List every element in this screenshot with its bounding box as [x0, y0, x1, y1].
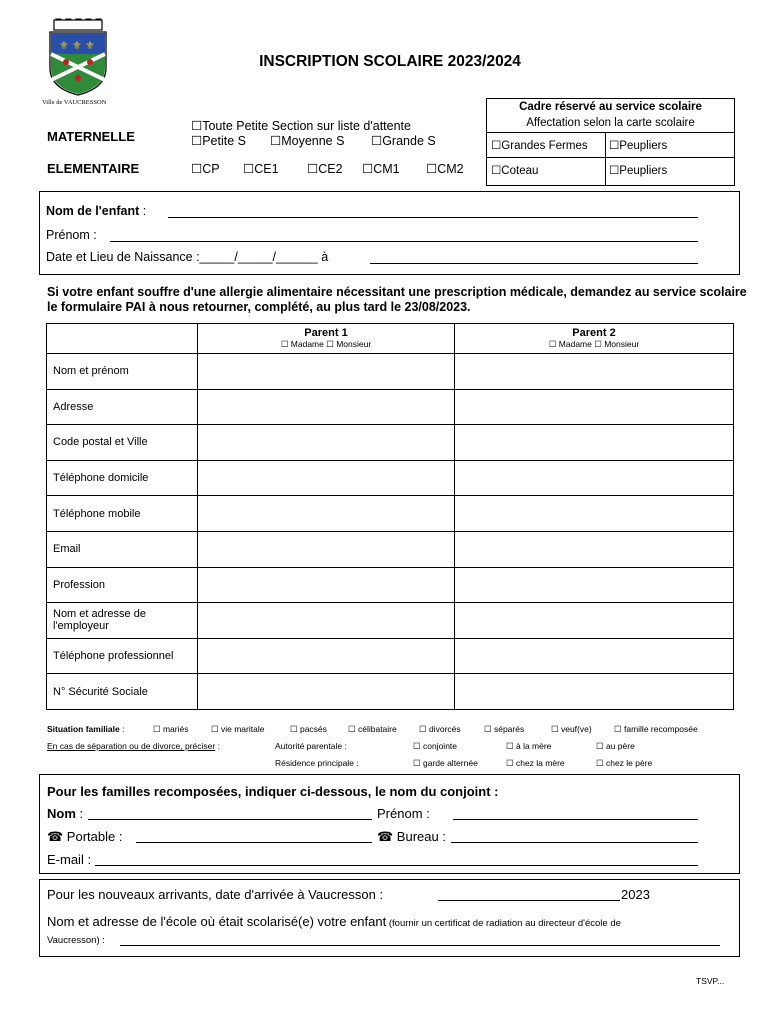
ecole-field[interactable] [120, 945, 720, 946]
conjoint-email-label: E-mail : [47, 852, 92, 867]
checkbox-toute-petite-section[interactable]: ☐Toute Petite Section sur liste d'attente [191, 119, 411, 133]
parent1-employeur-cell[interactable] [198, 603, 455, 639]
checkbox-chez-pere[interactable]: ☐ chez le père [596, 758, 653, 768]
checkbox-grande-section[interactable]: ☐Grande S [371, 134, 436, 148]
parent1-tel-pro-cell[interactable] [198, 638, 455, 674]
parent2-email-cell[interactable] [455, 531, 734, 567]
ecole-label: Nom et adresse de l'école où était scolarisé(e) votre enfant [47, 914, 387, 929]
prenom-field[interactable] [110, 241, 698, 242]
parent2-cp-cell[interactable] [455, 425, 734, 461]
page-title: INSCRIPTION SCOLAIRE 2023/2024 [259, 53, 521, 70]
ecole-note: (fournir un certificat de radiation au directeur d'école de [386, 918, 621, 929]
checkbox-garde-alternee[interactable]: ☐ garde alternée [413, 758, 478, 768]
checkbox-cm2[interactable]: ☐CM2 [426, 162, 464, 176]
row-label-cp-ville: Code postal et Ville [47, 425, 198, 461]
parent2-profession-cell[interactable] [455, 567, 734, 603]
parent2-tel-mobile-cell[interactable] [455, 496, 734, 532]
svg-text:⚜: ⚜ [85, 39, 95, 52]
checkbox-coteau[interactable]: ☐Coteau [491, 165, 539, 177]
row-label-secu: N° Sécurité Sociale [47, 674, 198, 710]
checkbox-moyenne-section[interactable]: ☐Moyenne S [270, 134, 345, 148]
separation-label: En cas de séparation ou de divorce, préciser [47, 741, 216, 751]
conjoint-email-field[interactable] [95, 865, 698, 866]
cadre-reserve-box [486, 98, 735, 186]
checkbox-chez-mere[interactable]: ☐ chez la mère [506, 758, 565, 768]
famille-recomposee-box: Pour les familles recomposées, indiquer ci-dessous, le nom du conjoint : Nom : Prénom : ☎ Portable : ☎ Bureau : E-mail : [39, 774, 740, 874]
parent1-header: Parent 1 ☐ Madame ☐ Monsieur [198, 324, 455, 354]
parent1-civility[interactable]: ☐ Madame ☐ Monsieur [280, 339, 372, 349]
autorite-label: Autorité parentale : [275, 741, 347, 751]
checkbox-autorite-mere[interactable]: ☐ à la mère [506, 741, 552, 751]
allergy-notice: Si votre enfant souffre d'une allergie alimentaire nécessitant une prescription médicale, demandez au service scolaire le formulaire PAI à nous retourner, complété, au plus tard le 23/08/2023. [47, 285, 747, 314]
checkbox-grandes-fermes[interactable]: ☐Grandes Fermes [491, 140, 588, 152]
checkbox-maries[interactable]: ☐ mariés [153, 724, 189, 734]
parent1-tel-domicile-cell[interactable] [198, 460, 455, 496]
conjoint-portable-label: ☎ Portable : [47, 829, 123, 844]
parent2-tel-pro-cell[interactable] [455, 638, 734, 674]
lieu-naissance-field[interactable] [370, 263, 698, 264]
date-arrivee-label: Pour les nouveaux arrivants, date d'arrivée à Vaucresson : [47, 887, 384, 902]
parent2-nom-cell[interactable] [455, 354, 734, 390]
checkbox-ce1[interactable]: ☐CE1 [243, 162, 279, 176]
checkbox-celibataire[interactable]: ☐ célibataire [348, 724, 397, 734]
checkbox-divorces[interactable]: ☐ divorcés [419, 724, 461, 734]
prenom-label: Prénom : [46, 228, 97, 242]
parent1-email-cell[interactable] [198, 531, 455, 567]
conjoint-portable-field[interactable] [136, 842, 372, 843]
parent2-header: Parent 2 ☐ Madame ☐ Monsieur [455, 324, 734, 354]
conjoint-nom-field[interactable] [88, 819, 372, 820]
checkbox-autorite-pere[interactable]: ☐ au père [596, 741, 635, 751]
tsvp-note: TSVP... [696, 976, 725, 986]
town-caption: Ville de VAUCRESSON [42, 99, 107, 106]
parent1-secu-cell[interactable] [198, 674, 455, 710]
parent2-adresse-cell[interactable] [455, 389, 734, 425]
checkbox-cm1[interactable]: ☐CM1 [362, 162, 400, 176]
row-label-nom: Nom et prénom [47, 354, 198, 390]
checkbox-veuf[interactable]: ☐ veuf(ve) [551, 724, 592, 734]
ecole-note-continued: Vaucresson) : [47, 935, 105, 946]
row-label-profession: Profession [47, 567, 198, 603]
checkbox-famille-recomposee[interactable]: ☐ famille recomposée [614, 724, 698, 734]
checkbox-peupliers-1[interactable]: ☐Peupliers [609, 140, 668, 152]
checkbox-ce2[interactable]: ☐CE2 [307, 162, 343, 176]
row-label-email: Email [47, 531, 198, 567]
naissance-label: Date et Lieu de Naissance :_____/_____/______ à [46, 250, 329, 264]
recomposee-heading: Pour les familles recomposées, indiquer ci-dessous, le nom du conjoint : [47, 784, 499, 799]
parents-table [46, 323, 734, 710]
maternelle-label: MATERNELLE [47, 129, 135, 144]
table-corner [47, 324, 198, 354]
row-label-tel-domicile: Téléphone domicile [47, 460, 198, 496]
checkbox-petite-section[interactable]: ☐Petite S [191, 134, 246, 148]
residence-label: Résidence principale : [275, 758, 359, 768]
conjoint-bureau-label: ☎ Bureau : [377, 829, 446, 844]
parent2-civility[interactable]: ☐ Madame ☐ Monsieur [548, 339, 640, 349]
row-label-tel-mobile: Téléphone mobile [47, 496, 198, 532]
date-arrivee-field[interactable] [438, 900, 620, 901]
parent1-cp-cell[interactable] [198, 425, 455, 461]
svg-text:⚜: ⚜ [59, 39, 69, 52]
svg-text:⚜: ⚜ [72, 39, 82, 52]
arrivee-year: 2023 [621, 887, 650, 902]
row-label-tel-pro: Téléphone professionnel [47, 638, 198, 674]
nom-enfant-field[interactable] [168, 217, 698, 218]
conjoint-nom-label: Nom [47, 806, 76, 821]
checkbox-peupliers-2[interactable]: ☐Peupliers [609, 165, 668, 177]
cadre-heading: Cadre réservé au service scolaire [519, 101, 702, 113]
parent1-nom-cell[interactable] [198, 354, 455, 390]
cadre-subheading: Affectation selon la carte scolaire [526, 117, 695, 129]
checkbox-autorite-conjointe[interactable]: ☐ conjointe [413, 741, 458, 751]
row-label-adresse: Adresse [47, 389, 198, 425]
parent1-profession-cell[interactable] [198, 567, 455, 603]
checkbox-separes[interactable]: ☐ séparés [484, 724, 525, 734]
conjoint-prenom-field[interactable] [453, 819, 698, 820]
parent2-secu-cell[interactable] [455, 674, 734, 710]
checkbox-cp[interactable]: ☐CP [191, 162, 220, 176]
conjoint-bureau-field[interactable] [451, 842, 698, 843]
nouveaux-arrivants-box [39, 879, 740, 957]
row-label-employeur: Nom et adresse de l'employeur [47, 603, 198, 639]
parent1-tel-mobile-cell[interactable] [198, 496, 455, 532]
checkbox-vie-maritale[interactable]: ☐ vie maritale [211, 724, 265, 734]
conjoint-prenom-label: Prénom : [377, 806, 430, 821]
nom-enfant-label: Nom de l'enfant [46, 204, 140, 218]
parent2-tel-domicile-cell[interactable] [455, 460, 734, 496]
checkbox-pacses[interactable]: ☐ pacsés [290, 724, 327, 734]
parent2-employeur-cell[interactable] [455, 603, 734, 639]
situation-label: Situation familiale [47, 724, 120, 734]
parent1-adresse-cell[interactable] [198, 389, 455, 425]
child-identity-box: Nom de l'enfant : Prénom : Date et Lieu de Naissance :_____/_____/______ à [39, 191, 740, 275]
elementaire-label: ELEMENTAIRE [47, 161, 140, 176]
